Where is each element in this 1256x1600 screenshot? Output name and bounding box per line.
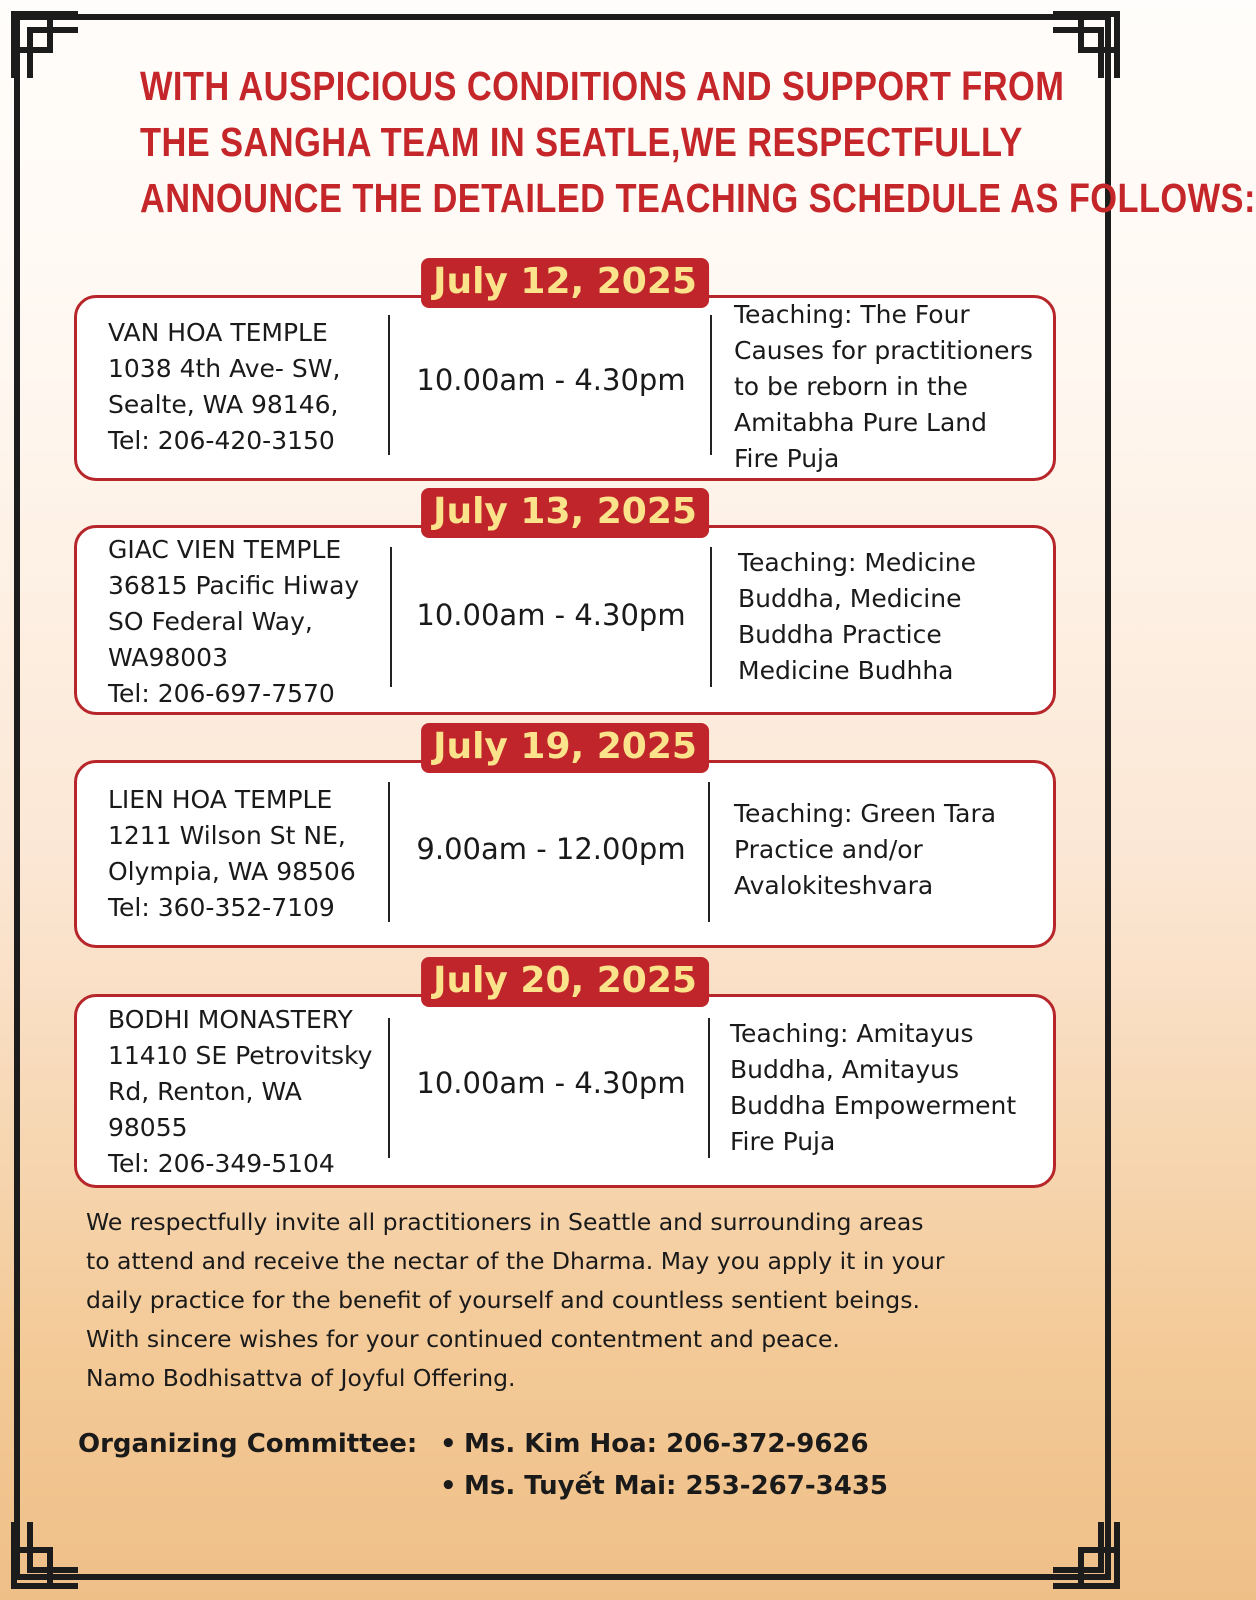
bullet-icon: • [440, 1429, 457, 1459]
heading-line: THE SANGHA TEAM IN SEATLE,WE RESPECTFULLY [140, 119, 1023, 165]
teaching-line: Fire Puja [734, 444, 840, 473]
teaching-line: Fire Puja [730, 1127, 836, 1156]
schedule-card-july-12 [74, 261, 1056, 481]
temple-phone: Tel: 206-697-7570 [108, 679, 335, 708]
teaching-line: Avalokiteshvara [734, 871, 934, 900]
heading-line: WITH AUSPICIOUS CONDITIONS AND SUPPORT FROM [140, 63, 1065, 109]
corner-knot-ornament-icon [8, 1518, 82, 1592]
announcement-heading [140, 58, 1256, 226]
temple-address: 1038 4th Ave- SW, [108, 354, 341, 383]
column-divider [708, 1018, 710, 1158]
heading-line: ANNOUNCE THE DETAILED TEACHING SCHEDULE AS FOLLOWS: [140, 175, 1256, 221]
temple-name: GIAC VIEN TEMPLE [108, 535, 342, 564]
temple-address: Olympia, WA 98506 [108, 857, 356, 886]
column-divider [710, 315, 712, 455]
corner-knot-ornament-icon [1049, 1518, 1123, 1592]
schedule-card-july-20 [74, 960, 1056, 1188]
column-divider [388, 315, 390, 455]
temple-address: SO Federal Way, [108, 607, 313, 636]
temple-address: 1211 Wilson St NE, [108, 821, 346, 850]
schedule-card-july-13 [74, 491, 1056, 715]
temple-info [108, 532, 359, 712]
temple-info [108, 1002, 372, 1182]
temple-info [108, 315, 340, 459]
invitation-line: to attend and receive the nectar of the Dharma. May you apply it in your [86, 1247, 945, 1275]
temple-name: BODHI MONASTERY [108, 1005, 353, 1034]
temple-info [108, 782, 356, 926]
invitation-line: With sincere wishes for your continued contentment and peace. [86, 1325, 840, 1353]
temple-phone: Tel: 206-420-3150 [108, 426, 335, 455]
invitation-line: Namo Bodhisattva of Joyful Offering. [86, 1364, 516, 1392]
column-divider [388, 1018, 390, 1158]
event-date: July 12, 2025 [421, 258, 709, 308]
teaching-line: Teaching: Green Tara [734, 799, 997, 828]
teaching-line: Amitabha Pure Land [734, 408, 988, 437]
event-date: July 13, 2025 [421, 488, 709, 538]
event-time: 9.00am - 12.00pm [416, 832, 686, 866]
corner-knot-ornament-icon [8, 8, 82, 82]
event-time: 10.00am - 4.30pm [416, 598, 686, 632]
column-divider [708, 782, 710, 922]
teaching-line: to be reborn in the [734, 372, 968, 401]
column-divider [388, 782, 390, 922]
bullet-icon: • [440, 1471, 457, 1501]
temple-address: 36815 Pacific Hiway [108, 571, 360, 600]
teaching-line: Causes for practitioners [734, 336, 1033, 365]
committee-label: Organizing Committee: [78, 1429, 418, 1459]
temple-address: WA98003 [108, 643, 228, 672]
teaching-description [734, 297, 1033, 477]
temple-name: LIEN HOA TEMPLE [108, 785, 333, 814]
event-time: 10.00am - 4.30pm [416, 1066, 686, 1100]
schedule-card-july-19 [74, 726, 1056, 948]
teaching-line: Medicine Budhha [738, 656, 954, 685]
teaching-line: Buddha Empowerment [730, 1091, 1017, 1120]
teaching-description [730, 1016, 1016, 1160]
event-date: July 19, 2025 [421, 723, 709, 773]
teaching-description [738, 545, 976, 689]
teaching-line: Buddha Practice [738, 620, 942, 649]
teaching-line: Practice and/or [734, 835, 923, 864]
teaching-line: Buddha, Medicine [738, 584, 962, 613]
temple-address: Sealte, WA 98146, [108, 390, 339, 419]
contact-text: Ms. Kim Hoa: 206-372-9626 [464, 1429, 869, 1459]
teaching-line: Teaching: The Four [734, 300, 970, 329]
committee-contact [440, 1425, 869, 1464]
invitation-line: daily practice for the benefit of yourself and countless sentient beings. [86, 1286, 920, 1314]
event-time: 10.00am - 4.30pm [416, 363, 686, 397]
temple-address: 98055 [108, 1113, 188, 1142]
temple-name: VAN HOA TEMPLE [108, 318, 328, 347]
temple-address: 11410 SE Petrovitsky [108, 1041, 373, 1070]
event-date: July 20, 2025 [421, 957, 709, 1007]
invitation-paragraph [86, 1203, 1066, 1398]
teaching-description [734, 796, 996, 904]
temple-phone: Tel: 206-349-5104 [108, 1149, 335, 1178]
temple-phone: Tel: 360-352-7109 [108, 893, 335, 922]
column-divider [710, 547, 712, 687]
teaching-line: Teaching: Medicine [738, 548, 977, 577]
teaching-line: Teaching: Amitayus [730, 1019, 974, 1048]
teaching-line: Buddha, Amitayus [730, 1055, 959, 1084]
invitation-line: We respectfully invite all practitioners in Seattle and surrounding areas [86, 1208, 924, 1236]
temple-address: Rd, Renton, WA [108, 1077, 302, 1106]
contact-text: Ms. Tuyết Mai: 253-267-3435 [464, 1471, 888, 1501]
committee-contact [440, 1467, 888, 1506]
